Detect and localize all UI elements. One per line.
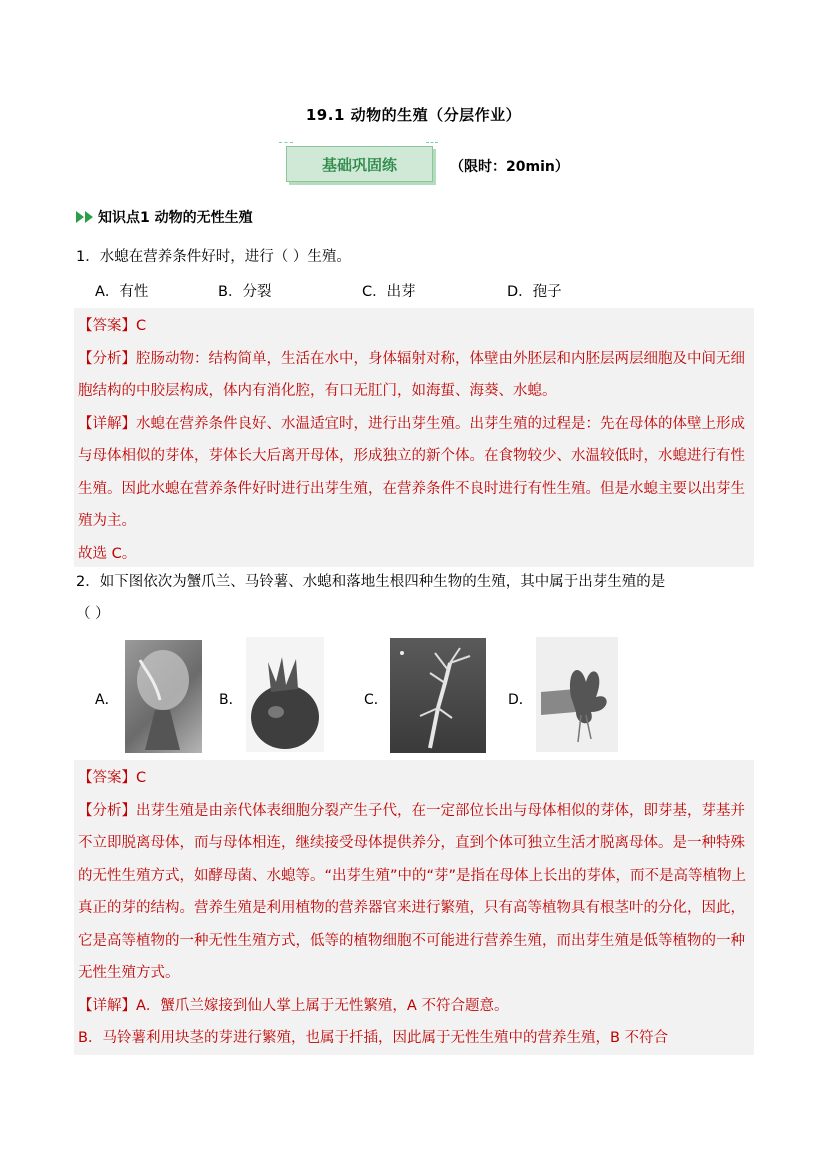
page-title: 19.1 动物的生殖（分层作业） [305, 106, 522, 124]
chevron-right-icon [76, 211, 84, 223]
option-a: A．有性 [95, 284, 149, 300]
time-limit: （限时：20min） [450, 159, 569, 175]
option-c: C．出芽 [362, 284, 416, 300]
hydra-photo-icon [390, 638, 486, 753]
analysis-tag: 【分析】 [78, 802, 136, 819]
chevron-right-icon [85, 211, 93, 223]
detail-b-line: B．马铃薯利用块茎的芽进行繁殖，也属于扦插，因此属于无性生殖中的营养生殖，B 不符合 [78, 1030, 669, 1046]
detail-paragraph [78, 990, 750, 1023]
question-2-blank: （ ） [76, 606, 110, 622]
question-2-answer-box [74, 760, 754, 1055]
detail-paragraph [78, 408, 750, 538]
detail-tag: 【详解】 [78, 415, 136, 432]
image-label-a: A． [95, 692, 119, 708]
detail-text: 水螅在营养条件良好、水温适宜时，进行出芽生殖。出芽生殖的过程是：先在母体的体壁上形成与母体相似的芽体，芽体长大后离开母体，形成独立的新个体。在食物较少、水温较低时，水螅进行有性生殖。因此水螅在营养条件好时进行出芽生殖，在营养条件不良时进行有性生殖。但是水螅主要以出芽生殖为主。 [78, 415, 745, 529]
image-label-d: D． [508, 692, 533, 708]
analysis-paragraph [78, 795, 750, 990]
kalanchoe-photo-icon [536, 637, 618, 752]
knowledge-point-heading [76, 207, 253, 227]
question-1-stem: 1．水螅在营养条件好时，进行（ ）生殖。 [76, 249, 351, 265]
detail-a-text: A．蟹爪兰嫁接到仙人掌上属于无性繁殖，A 不符合题意。 [136, 997, 509, 1014]
question-1-options [95, 280, 562, 301]
option-b: B．分裂 [218, 284, 272, 300]
answer-line: 【答案】C [78, 318, 147, 334]
conclusion-line: 故选 C。 [78, 545, 137, 562]
detail-tag: 【详解】 [78, 997, 136, 1014]
analysis-tag: 【分析】 [78, 350, 136, 367]
crab-cactus-photo-icon [125, 640, 202, 753]
analysis-text: 出芽生殖是由亲代体表细胞分裂产生子代，在一定部位长出与母体相似的芽体，即芽基，芽基并不立即脱离母体，而与母体相连，继续接受母体提供养分，直到个体可独立生活才脱离母体。是一种特殊的无性生殖方式，如酵母菌、水螅等。“出芽生殖”中的“芽”是指在母体上长出的芽体，而不是高等植物上真正的芽的结构。营养生殖是利用植物的营养器官来进行繁殖，只有高等植物具有根茎叶的分化，因此，它是高等植物的一种无性生殖方式，低等的植物细胞不可能进行营养生殖，而出芽生殖是低等植物的一种无性生殖方式。 [78, 802, 747, 981]
analysis-text: 腔肠动物：结构简单，生活在水中，身体辐射对称，体壁由外胚层和内胚层两层细胞及中间无细胞结构的中胶层构成，体内有消化腔，有口无肛门，如海蜇、海葵、水螅。 [78, 350, 745, 399]
section-banner: 基础巩固练 [286, 146, 433, 182]
analysis-paragraph [78, 343, 750, 408]
image-label-c: C． [364, 692, 388, 708]
potato-sprout-photo-icon [246, 637, 324, 752]
image-label-b: B． [219, 692, 243, 708]
answer-line: 【答案】C [78, 770, 147, 786]
option-d: D．孢子 [507, 284, 562, 300]
question-1-answer-box [74, 308, 754, 567]
knowledge-point-label: 知识点1 动物的无性生殖 [98, 210, 253, 226]
question-2-stem: 2．如下图依次为蟹爪兰、马铃薯、水螅和落地生根四种生物的生殖，其中属于出芽生殖的是 [76, 574, 666, 590]
